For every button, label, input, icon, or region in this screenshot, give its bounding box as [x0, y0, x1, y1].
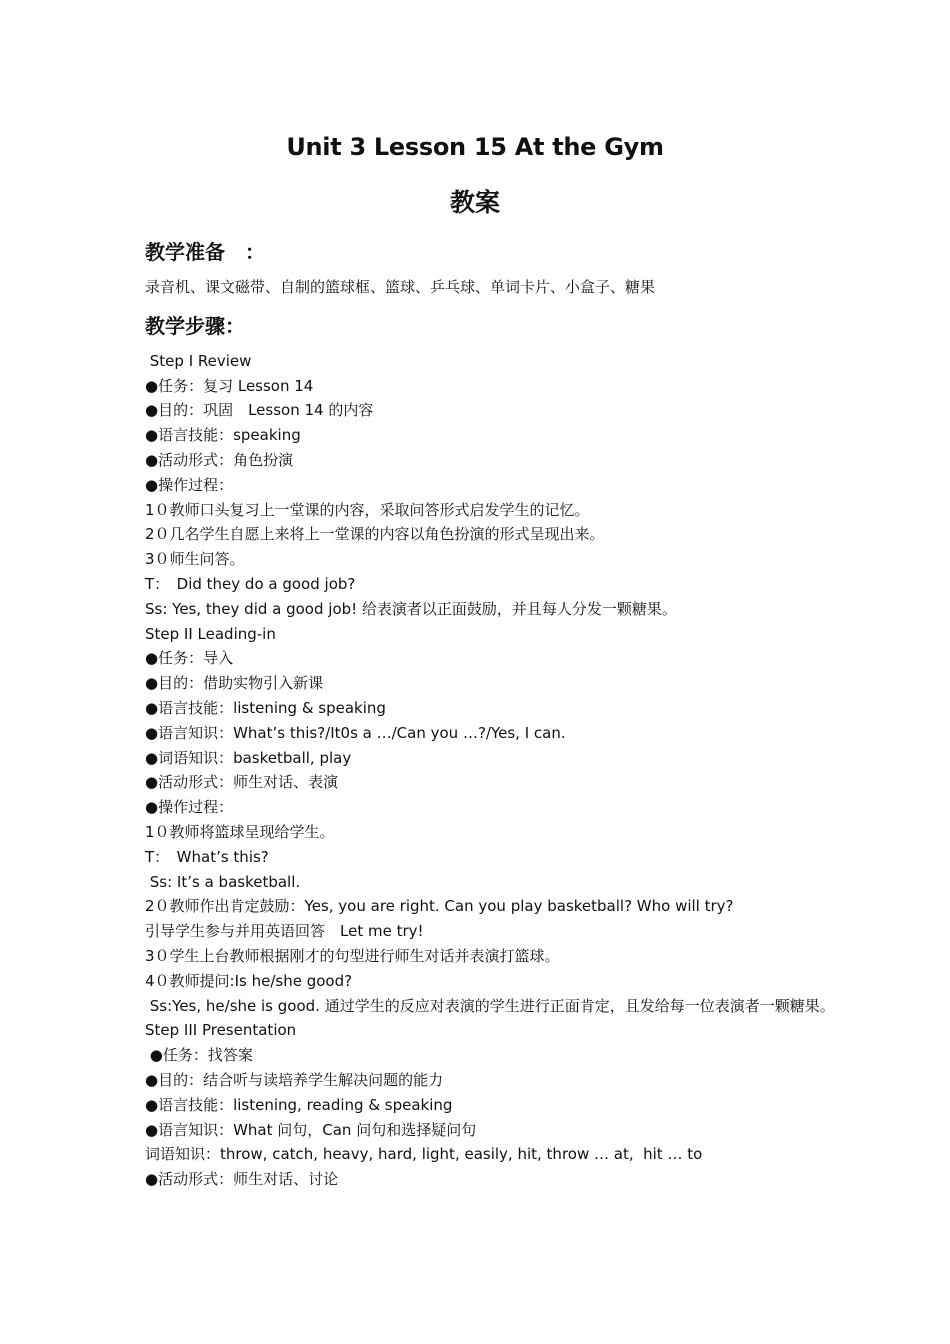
prep-text: 录音机、课文磁带、自制的篮球框、篮球、乒乓球、单词卡片、小盒子、糖果	[145, 278, 656, 296]
prep-heading: 教学准备 ：	[145, 240, 265, 264]
body-line: 3０师生问答。	[145, 550, 245, 569]
body-line: T： What’s this?	[145, 847, 269, 866]
body-line: Step III Presentation	[145, 1021, 297, 1040]
body-line: ●语言技能：speaking	[145, 426, 301, 445]
document-title: Unit 3 Lesson 15 At the Gym	[286, 133, 664, 161]
body-line: ●操作过程：	[145, 475, 234, 494]
body-line: 1０教师口头复习上一堂课的内容，采取问答形式启发学生的记忆。	[145, 500, 590, 519]
body-line: ●任务：导入	[145, 649, 234, 668]
body-line: ●活动形式：师生对话、讨论	[145, 1170, 339, 1189]
body-line: Ss:Yes, he/she is good. 通过学生的反应对表演的学生进行正面肯定，且发给每一位表演者一颗糖果。	[145, 996, 835, 1015]
body-line: 3０学生上台教师根据刚才的句型进行师生对话并表演打篮球。	[145, 946, 560, 965]
body-line: ●语言技能：listening & speaking	[145, 698, 386, 717]
body-line: ●操作过程：	[145, 798, 234, 817]
body-line: 词语知识：throw, catch, heavy, hard, light, easily, hit, throw … at, hit … to	[145, 1145, 703, 1164]
body-line: 2０教师作出肯定鼓励：Yes, you are right. Can you play basketball? Who will try?	[145, 897, 734, 916]
body-line: ●语言知识：What 问句，Can 问句和选择疑问句	[145, 1120, 477, 1139]
steps-heading: 教学步骤：	[145, 313, 245, 338]
body-line: 引导学生参与并用英语回答 Let me try!	[145, 922, 424, 941]
body-line: Ss: It’s a basketball.	[145, 872, 301, 891]
body-line: Step II Leading-in	[145, 624, 276, 643]
document-subtitle: 教案	[449, 188, 500, 217]
body-line: ●任务：复习 Lesson 14	[145, 376, 314, 395]
body-line: T： Did they do a good job?	[145, 574, 356, 593]
body-line: Step I Review	[145, 351, 252, 370]
body-line: ●语言技能：listening, reading & speaking	[145, 1095, 453, 1114]
document-body	[145, 275, 835, 1192]
body-line: 4０教师提问:Is he/she good?	[145, 971, 353, 990]
body-line: ●目的：借助实物引入新课	[145, 674, 324, 693]
body-line: ●词语知识：basketball, play	[145, 748, 352, 767]
body-line: 2０几名学生自愿上来将上一堂课的内容以角色扮演的形式呈现出来。	[145, 525, 605, 544]
body-line: ●活动形式：角色扮演	[145, 450, 294, 469]
body-line: ●目的：巩固 Lesson 14 的内容	[145, 401, 374, 420]
body-line: ●目的：结合听与读培养学生解决问题的能力	[145, 1070, 444, 1089]
body-line: 1０教师将篮球呈现给学生。	[145, 822, 335, 841]
body-line: ●任务：找答案	[145, 1046, 253, 1065]
body-line: Ss: Yes, they did a good job! 给表演者以正面鼓励，并且每人分发一颗糖果。	[145, 599, 677, 618]
body-line: ●活动形式：师生对话、表演	[145, 773, 339, 792]
body-line: ●语言知识：What’s this?/It0s a …/Can you …?/Yes, I can.	[145, 723, 566, 742]
